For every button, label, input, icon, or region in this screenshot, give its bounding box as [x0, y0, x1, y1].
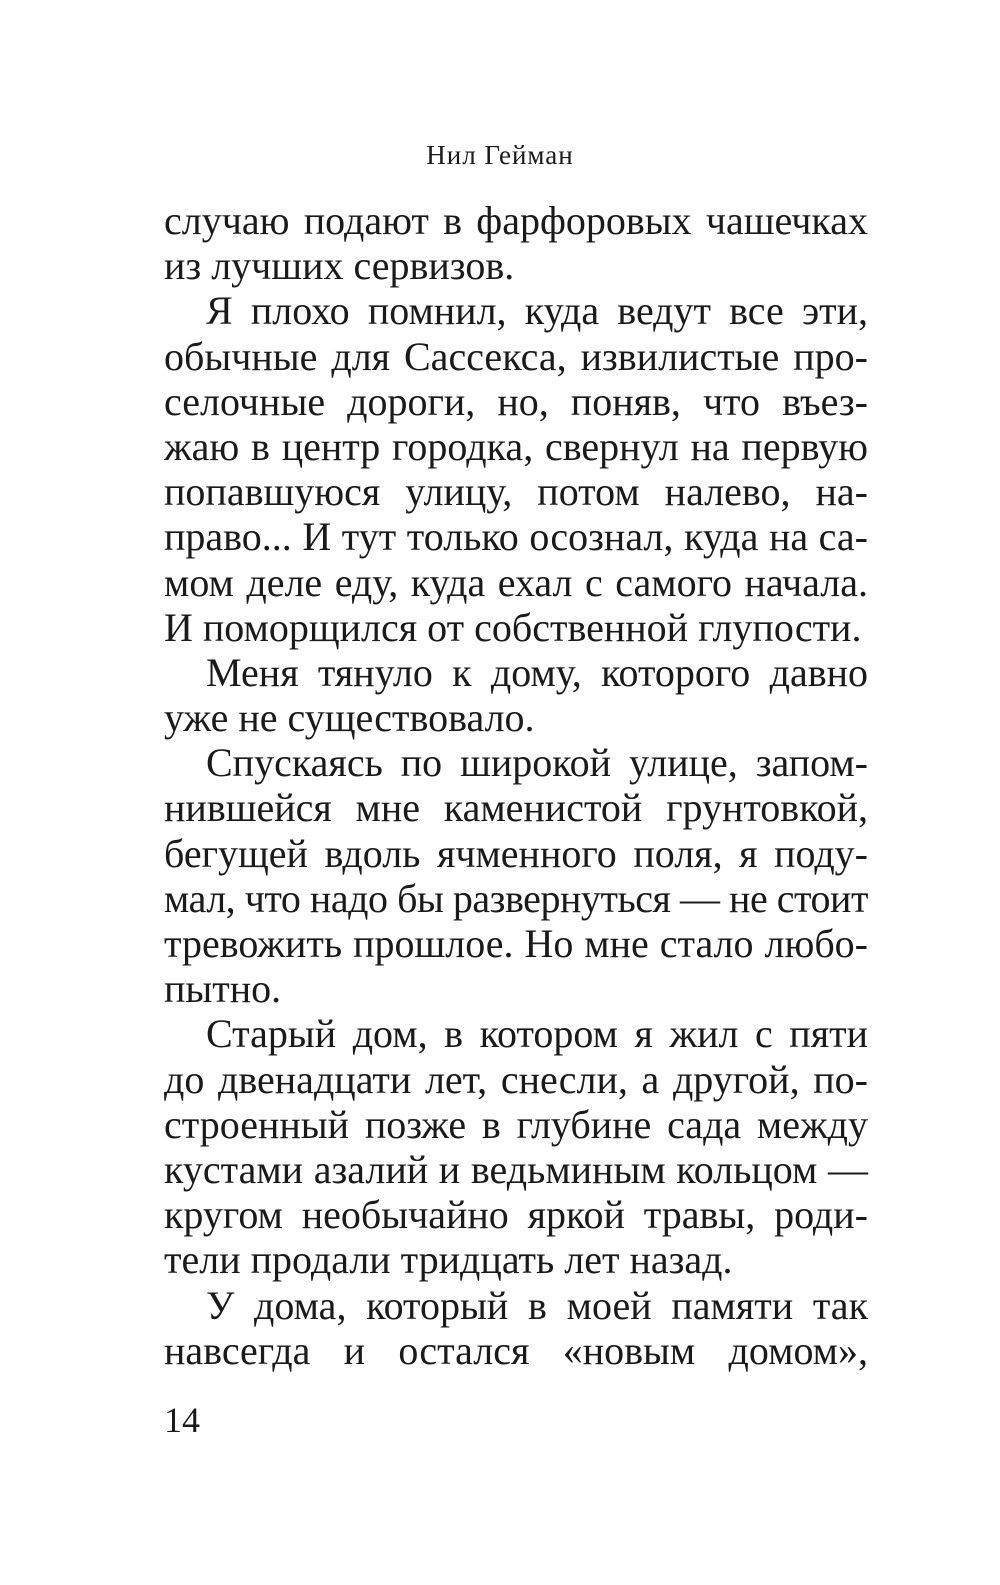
text-line: селочные дороги, но, поняв, что въез- — [164, 378, 868, 424]
paragraph-first-line: У дома, который в моей памяти так — [206, 1282, 868, 1328]
paragraph-first-line: Меня тянуло к дому, которого давно — [206, 649, 868, 695]
page-number: 14 — [164, 1400, 200, 1440]
body-text — [164, 198, 868, 1373]
text-line: из лучших сервизов. — [164, 243, 515, 289]
text-line: право... И тут только осознал, куда на са- — [164, 514, 868, 560]
text-line: тели продали тридцать лет назад. — [164, 1237, 733, 1283]
paragraph-first-line: Старый дом, в котором я жил с пяти — [206, 1011, 868, 1057]
text-line: жаю в центр городка, свернул на первую — [164, 423, 868, 469]
text-line: случаю подают в фарфоровых чашечках — [164, 198, 868, 243]
text-line: пытно. — [164, 966, 282, 1012]
paragraph-first-line: Спускаясь по широкой улице, запом- — [206, 740, 868, 786]
text-line: кругом необычайно яркой травы, роди- — [164, 1192, 868, 1238]
text-line: обычные для Сассекса, извилистые про- — [164, 333, 868, 379]
text-line: мал, что надо бы развернуться — не стоит — [164, 875, 868, 921]
text-line: кустами азалий и ведьминым кольцом — — [164, 1146, 868, 1192]
paragraph-first-line: Я плохо помнил, куда ведут все эти, — [206, 288, 868, 334]
running-head-author: Нил Гейман — [426, 140, 574, 170]
text-line: бегущей вдоль ячменного поля, я поду- — [164, 830, 868, 876]
text-line: навсегда и остался «новым домом», — [164, 1327, 868, 1373]
text-line: до двенадцати лет, снесли, а другой, по- — [164, 1056, 868, 1102]
text-line: тревожить прошлое. Но мне стало любо- — [164, 921, 868, 966]
text-line: нившейся мне каменистой грунтовкой, — [164, 785, 868, 831]
text-line: строенный позже в глубине сада между — [164, 1101, 868, 1147]
text-line: попавшуюся улицу, потом налево, на- — [164, 469, 868, 515]
text-line: И поморщился от собственной глупости. — [164, 604, 862, 650]
text-line: мом деле еду, куда ехал с самого начала. — [164, 559, 868, 605]
text-line: уже не существовало. — [164, 695, 535, 741]
